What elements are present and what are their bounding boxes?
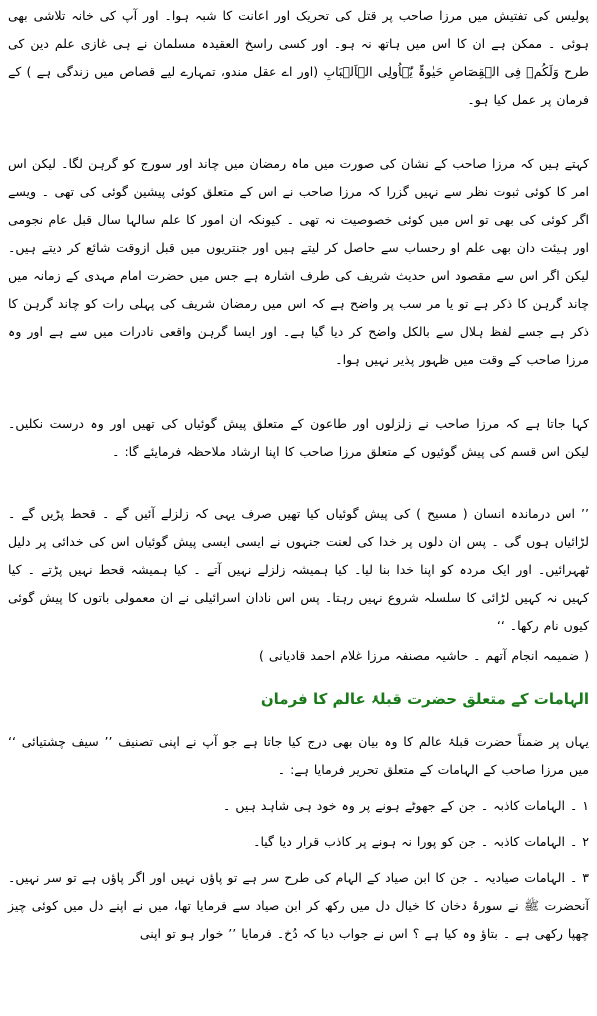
list-item-1: ۱ ۔ الہامات کاذبہ ۔ جن کے جھوٹے ہونے پر وہ خود ہی شاہد ہیں ۔ [223, 798, 589, 813]
list-item-2: ۲ ۔ الہامات کاذبہ ۔ جن کو پورا نہ ہونے پر کاذب قرار دیا گیا۔ [253, 834, 589, 849]
paragraph-2: کہتے ہیں کہ مرزا صاحب کے نشان کی صورت میں ماہ رمضان میں چاند اور سورج کو گرہن لگا۔ لیکن اس امر کا کوئی ثبوت نظر سے نہیں گزرا کہ مرزا صاحب نے اس کے متعلق کوئی پیشین گوئی کی تھی ۔ ویسے اگر کوئی کی بھی تو اس میں کوئی خصوصیت نہ تھی ۔ کیونکہ ان امور کا علم سالہا سال قبل عام نجومی اور ہیئت دان بھی علم او رحساب سے حاصل کر لیتے ہیں اور جنتریوں میں قبل ازوقت شائع کر دیتے ہیں۔ لیکن اگر اس سے مقصود اس حدیث شریف کی طرف اشارہ ہے جس میں حضرت امام مہدی کے زمانہ میں چاند گرہن کا ذکر ہے تو یا مر سب پر واضح ہے کہ اس میں رمضان شریف کی پہلی رات کو چاند گرہن کا ذکر ہے جسے لفظ ہلال سے بالکل واضح کر دیا گیا ہے۔ اور ایسا گرہن واقعی نادرات میں سے ہے اور وہ مرزا صاحب کے وقت میں ظہور پذیر نہیں ہوا۔ [8, 156, 589, 367]
quote-reference: ( ضمیمہ انجام آتھم ۔ حاشیہ مصنفہ مرزا غلام احمد قادیانی ) [259, 648, 589, 663]
paragraph-1: پولیس کی تفتیش میں مرزا صاحب پر قتل کی تحریک اور اعانت کا شبہ ہوا۔ اور آپ کی خانہ تلاشی بھی ہوئی ۔ ممکن ہے ان کا اس میں ہاتھ نہ ہو۔ اور کسی راسخ العقیدہ مسلمان نے ہی غازی علم دین کی طرح وَلَکُمۡ فِی الۡقِصَاصِ حَیٰوۃٌ یّٰۤاُولِی الۡاَلۡبَابِ (اور اے عقل مندو، تمہارے لیے قصاص میں زندگی ہے ) کے فرمان پر عمل کیا ہو۔ [8, 8, 589, 107]
section-heading: الہامات کے متعلق حضرت قبلۂ عالم کا فرمان [260, 690, 589, 708]
revelations-list [8, 792, 589, 948]
document-page [0, 2, 597, 1016]
list-item-3: ۳ ۔ الہامات صیادیہ ۔ جن کا ابن صیاد کے الہام کی طرح سر ہے تو پاؤں نہیں اور اگر پاؤں ہے تو سر نہیں۔ آنحضرت ﷺ نے سورۂ دخان کا خیال دل میں رکھ کر ابن صیاد سے فرمایا تھا، میں نے اپنے دل میں کوئی چیز چھپا رکھی ہے ۔ بتاؤ وہ کیا ہے ؟ اس نے جواب دیا کہ دُخ۔ فرمایا ’’ خوار ہو تو اپنی [8, 870, 589, 941]
intro-paragraph: یہاں پر ضمناً حضرت قبلۂ عالم کا وہ بیان بھی درج کیا جاتا ہے جو آپ نے اپنی تصنیف ’’ سیف چشتیائی ‘‘ میں مرزا صاحب کے الہامات کے متعلق تحریر فرمایا ہے: ۔ [8, 734, 589, 777]
quote-paragraph: ’’ اس درماندہ انسان ( مسیح ) کی پیش گوئیاں کیا تھیں صرف یہی کہ زلزلے آئیں گے ۔ قحط پڑیں گے ۔ لڑائیاں ہوں گی ۔ پس ان دلوں پر خدا کی لعنت جنہوں نے ایسی ایسی پیش گوئیاں اس کی خدائی پر دلیل ٹھہرائیں۔ اور ایک مردہ کو اپنا خدا بنا لیا۔ کیا ہمیشہ زلزلے نہیں آتے ۔ کیا ہمیشہ قحط نہیں پڑتے ۔ کیا کہیں نہ کہیں لڑائی کا سلسلہ شروع نہیں رہتا۔ پس اس نادان اسرائیلی نے ان معمولی باتوں کا پیش گوئی کیوں نام رکھا۔ ‘‘ [8, 506, 589, 633]
paragraph-3: کہا جاتا ہے کہ مرزا صاحب نے زلزلوں اور طاعون کے متعلق پیش گوئیاں کی تھیں اور وہ درست نکلیں۔ لیکن اس قسم کی پیش گوئیوں کے متعلق مرزا صاحب کا اپنا ارشاد ملاحظہ فرمایئے گا: ۔ [8, 416, 589, 459]
